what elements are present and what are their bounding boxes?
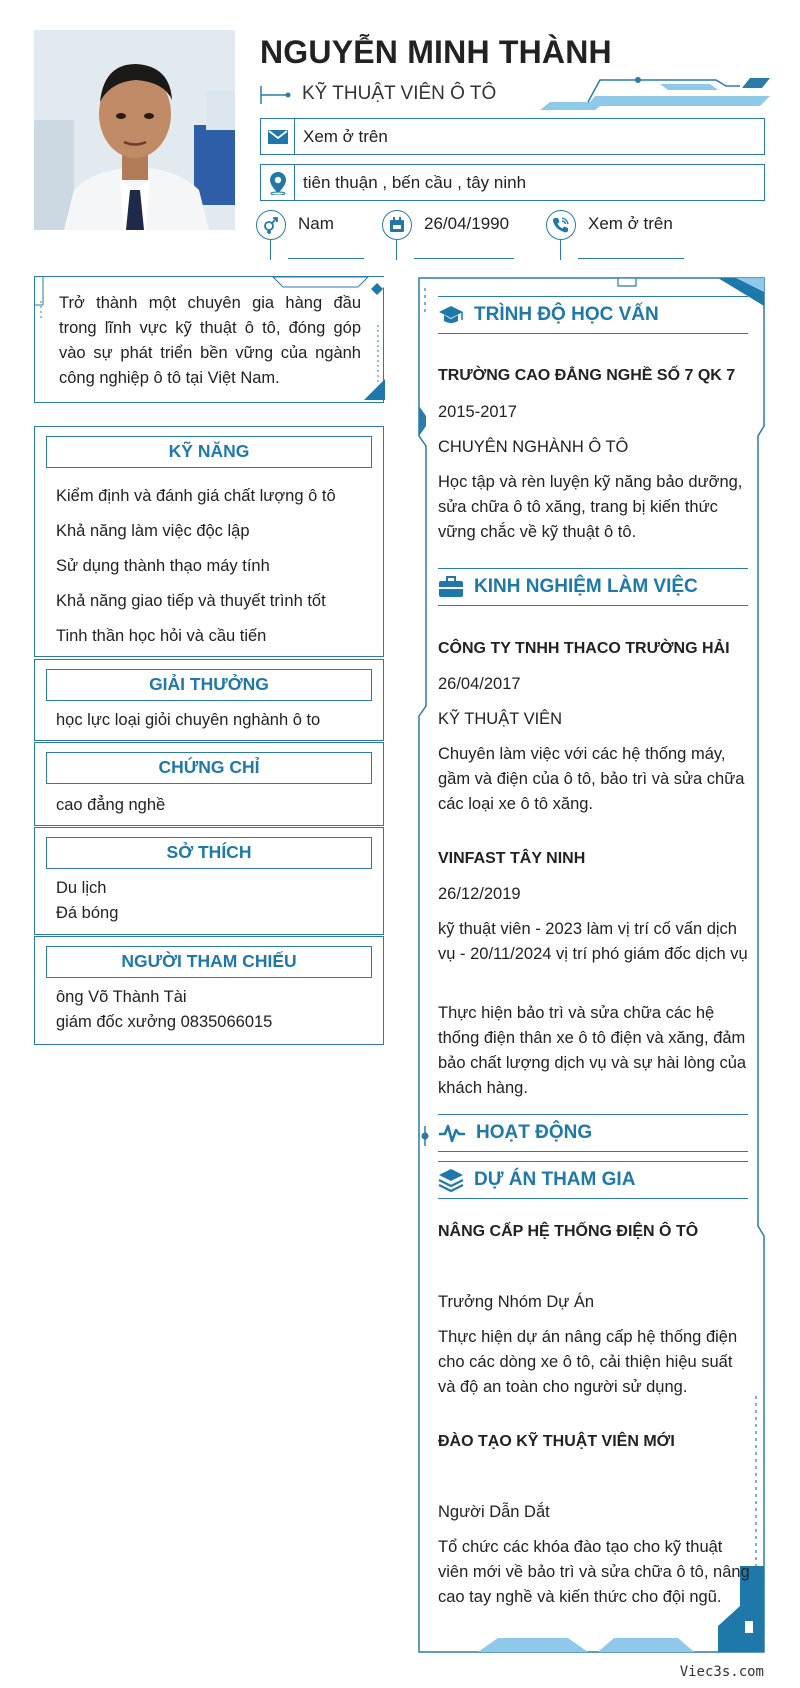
gender-underline-vertical — [270, 240, 271, 260]
job-description: Thực hiện bảo trì và sửa chữa các hệ thống điện thân xe ô tô điện và xăng, đảm bảo chất lượng dịch vụ và sự hài lòng của khách hàng. — [438, 1004, 747, 1097]
references-section — [34, 936, 384, 1045]
graduation-cap-icon — [438, 304, 464, 326]
phone-value: Xem ở trên — [588, 214, 673, 233]
job-description: Chuyên làm việc với các hệ thống máy, gầm và điện của ô tô, bảo trì và sửa chữa các loại xe ô tô xăng. — [438, 745, 745, 813]
phone-icon — [546, 210, 576, 240]
awards-heading: GIẢI THƯỞNG — [46, 669, 372, 701]
project-role: Người Dẫn Dắt — [438, 1503, 550, 1521]
location-pin-icon — [261, 165, 295, 200]
dob-value: 26/04/1990 — [424, 214, 510, 233]
project-description: Thực hiện dự án nâng cấp hệ thống điện cho các dòng xe ô tô, cải thiện hiệu suất và độ an toàn cho người sử dụng. — [438, 1328, 738, 1396]
hobbies-heading: SỞ THÍCH — [46, 837, 372, 869]
hobby-item: Đá bóng — [56, 904, 119, 922]
dob-underline-vertical — [396, 240, 397, 260]
career-objective — [34, 276, 384, 403]
education-school: TRƯỜNG CAO ĐẲNG NGHỀ SỐ 7 QK 7 — [438, 367, 736, 384]
job-date: 26/12/2019 — [438, 885, 521, 903]
pulse-icon — [438, 1122, 466, 1144]
reference-item: giám đốc xưởng 0835066015 — [56, 1013, 273, 1031]
briefcase-icon — [438, 576, 464, 598]
layers-icon — [438, 1168, 464, 1192]
education-heading-bar — [438, 296, 748, 334]
job-company: VINFAST TÂY NINH — [438, 850, 586, 867]
project-role: Trưởng Nhóm Dự Án — [438, 1293, 595, 1311]
project-name: NÂNG CẤP HỆ THỐNG ĐIỆN Ô TÔ — [438, 1223, 699, 1240]
email-field — [260, 118, 765, 155]
skill-item: Kiểm định và đánh giá chất lượng ô tô — [56, 487, 336, 505]
awards-list — [56, 708, 320, 732]
reference-item: ông Võ Thành Tài — [56, 988, 187, 1006]
address-value: tiên thuận , bến cầu , tây ninh — [303, 172, 527, 192]
header-decoration — [540, 72, 772, 116]
certificates-list — [56, 793, 165, 817]
phone-underline-vertical — [560, 240, 561, 260]
calendar-icon — [382, 210, 412, 240]
hobby-item: Du lịch — [56, 879, 107, 897]
certificates-heading: CHỨNG CHỈ — [46, 752, 372, 784]
address-field — [260, 164, 765, 201]
footer-watermark: Viec3s.com — [679, 1664, 764, 1680]
certificates-section — [34, 742, 384, 826]
education-period: 2015-2017 — [438, 403, 517, 421]
references-heading: NGƯỜI THAM CHIẾU — [46, 946, 372, 978]
phone-info — [546, 210, 673, 252]
experience-title: KINH NGHIỆM LÀM VIỆC — [474, 576, 698, 597]
gender-value: Nam — [298, 214, 334, 233]
hobbies-section — [34, 827, 384, 935]
skill-item: Khả năng làm việc độc lập — [56, 522, 250, 540]
candidate-name: NGUYỄN MINH THÀNH — [260, 34, 612, 70]
experience-heading-bar — [438, 568, 748, 606]
skills-list — [56, 479, 336, 654]
activities-title: HOẠT ĐỘNG — [476, 1122, 593, 1143]
skills-heading: KỸ NĂNG — [46, 436, 372, 468]
projects-title: DỰ ÁN THAM GIA — [474, 1169, 636, 1190]
skills-section — [34, 426, 384, 657]
profile-photo-image — [34, 30, 235, 230]
dob-underline — [414, 258, 514, 259]
education-title: TRÌNH ĐỘ HỌC VẤN — [474, 304, 659, 325]
project-description: Tổ chức các khóa đào tạo cho kỹ thuật viên mới về bảo trì và sửa chữa ô tô, nâng cao tay nghề và kiến thức cho đội ngũ. — [438, 1538, 750, 1606]
profile-photo — [34, 30, 235, 230]
job-position: kỹ thuật viên - 2023 làm vị trí cố vấn dịch vụ - 20/11/2024 vị trí phó giám đốc dịch vụ — [438, 920, 748, 963]
email-value: Xem ở trên — [303, 126, 388, 146]
certificate-item: cao đẳng nghề — [56, 796, 166, 814]
education-description: Học tập và rèn luyện kỹ năng bảo dưỡng, sửa chữa ô tô xăng, trang bị kiến thức vững chắc về kỹ thuật ô tô. — [438, 473, 743, 541]
email-icon — [261, 119, 295, 154]
award-item: học lực loại giỏi chuyên nghành ô to — [56, 711, 321, 729]
activities-heading-bar — [438, 1114, 748, 1152]
job-title: KỸ THUẬT VIÊN Ô TÔ — [302, 83, 497, 104]
phone-underline — [578, 258, 684, 259]
job-date: 26/04/2017 — [438, 675, 521, 693]
project-name: ĐÀO TẠO KỸ THUẬT VIÊN MỚI — [438, 1433, 675, 1450]
title-line-decoration — [260, 84, 292, 106]
main-column — [418, 276, 766, 1658]
gender-info — [256, 210, 334, 252]
projects-heading-bar — [438, 1161, 748, 1199]
dob-info — [382, 210, 509, 252]
job-position: KỸ THUẬT VIÊN — [438, 710, 563, 728]
skill-item: Khả năng giao tiếp và thuyết trình tốt — [56, 592, 326, 610]
references-list — [56, 985, 272, 1035]
skill-item: Sử dụng thành thạo máy tính — [56, 557, 270, 575]
education-major: CHUYÊN NGHÀNH Ô TÔ — [438, 438, 629, 456]
gender-underline — [288, 258, 364, 259]
skill-item: Tinh thần học hỏi và cầu tiến — [56, 627, 267, 645]
gender-icon — [256, 210, 286, 240]
awards-section — [34, 659, 384, 741]
hobbies-list — [56, 876, 118, 926]
job-company: CÔNG TY TNHH THACO TRƯỜNG HẢI — [438, 640, 730, 657]
objective-text: Trở thành một chuyên gia hàng đầu trong lĩnh vực kỹ thuật ô tô, đóng góp vào sự phát triển bền vững của ngành công nghiệp ô tô tại Việt Nam. — [59, 294, 361, 387]
